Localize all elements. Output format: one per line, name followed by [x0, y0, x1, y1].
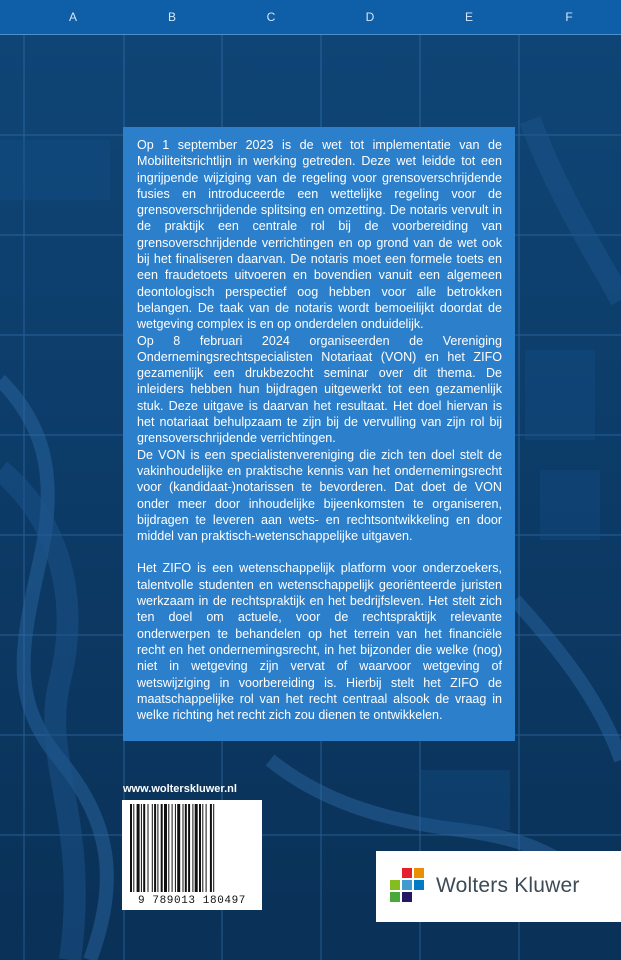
barcode-bar: [148, 804, 149, 892]
isbn-barcode: [122, 800, 262, 910]
barcode-bar: [188, 804, 190, 892]
barcode-bar: [133, 804, 134, 892]
barcode-bar: [185, 804, 187, 892]
barcode-bar: [206, 804, 207, 892]
barcode-bar: [213, 804, 214, 892]
publisher-url[interactable]: www.wolterskluwer.nl: [123, 783, 237, 795]
barcode-bar: [175, 804, 176, 892]
barcode-bar: [177, 804, 180, 892]
barcode-bar: [130, 804, 132, 892]
barcode-bar: [199, 804, 201, 892]
barcode-bar: [210, 804, 212, 892]
barcode-bar: [202, 804, 203, 892]
publisher-logo: [376, 851, 621, 922]
blurb-paragraph: Op 1 september 2023 is de wet tot implementatie van de Mobiliteitsrichtlijn in werking getreden. Deze wet leidde tot een ingrijpende wijziging van de regeling voor grensoverschrijdende fusies en introduceerde een wettelijke regeling voor de grensoverschrijdende splitsing en omzetting. De notaris vervult in de praktijk een centrale rol bij de voorbereiding van grensoverschrijdende verrichtingen en op grond van de wet ook bij het finaliseren daarvan. De notaris moet een formele toets en een fraudetoets uitvoeren en bovendien vanuit een algemeen deontologisch perspectief oog hebben voor alle betrokken belangen. De taak van de notaris wordt bemoeilijkt doordat de wetgeving complex is en op onderdelen onduidelijk.: [137, 138, 502, 332]
column-letter: C: [266, 10, 276, 24]
barcode-bar: [168, 804, 169, 892]
barcode-bars: [122, 800, 262, 910]
barcode-bar: [137, 804, 140, 892]
barcode-bar: [195, 804, 198, 892]
column-letter: B: [167, 10, 176, 24]
barcode-bar: [152, 804, 153, 892]
barcode-bar: [164, 804, 167, 892]
blurb-paragraph: Het ZIFO is een wetenschappelijk platform voor onderzoekers, talentvolle studenten en wetenschappelijk georiënteerde juristen werkzaam in de rechtspraktijk en het bedrijfsleven. Het stelt zich ten doel om actuele, voor de rechtspraktijk relevante onderwerpen te behandelen op het terrein van het financiële recht en het ondernemingsrecht, in het bijzonder die welke (nog) niet in wetgeving zijn vervat of waarvoor wetgeving of wetswijziging in voorbereiding is. Hierbij stelt het ZIFO de maatschappelijke rol van het recht centraal alsook de vraag in welke richting het recht zich zou dienen te ontwikkelen.: [137, 561, 502, 723]
barcode-bar: [154, 804, 156, 892]
barcode-bar: [141, 804, 142, 892]
blurb-panel: [123, 127, 515, 741]
column-letter: E: [464, 10, 473, 24]
blurb-paragraph: Op 8 februari 2024 organiseerden de Vereniging Ondernemingsrechtspecialisten Notariaat (VON) en het ZIFO gezamenlijk een drukbezocht seminar over dit thema. De inleiders hebben hun bijdragen uitgewerkt tot een gezamenlijk stuk. Deze uitgave is daarvan het resultaat. Het doel hiervan is het notariaat behulpzaam te zijn bij de vervulling van zijn rol bij grensoverschrijdende verrichtingen.: [137, 333, 502, 446]
wolters-kluwer-logo-icon: [390, 868, 426, 904]
barcode-bar: [172, 804, 173, 892]
barcode-bar: [157, 804, 158, 892]
barcode-bar: [183, 804, 184, 892]
column-letter-bar: [0, 0, 621, 35]
column-letter: F: [565, 10, 573, 24]
barcode-bar: [161, 804, 163, 892]
column-letter: A: [68, 10, 77, 24]
isbn-number: 9 789013 180497: [137, 895, 247, 907]
barcode-bar: [143, 804, 145, 892]
column-letter: D: [365, 10, 375, 24]
publisher-name: Wolters Kluwer: [436, 874, 580, 897]
barcode-bar: [192, 804, 193, 892]
blurb-paragraph: De VON is een specialistenvereniging die zich ten doel stelt de vakinhoudelijke en praktische kennis van het ondernemingsrecht voor (kandidaat-)notarissen te bevorderen. Dat doet de VON onder meer door inhoudelijke bijeenkomsten te organiseren, bijdragen te leveren aan wets- en rechtsontwikkeling en door middel van praktisch-wetenschappelijke uitgaven.: [137, 447, 502, 544]
